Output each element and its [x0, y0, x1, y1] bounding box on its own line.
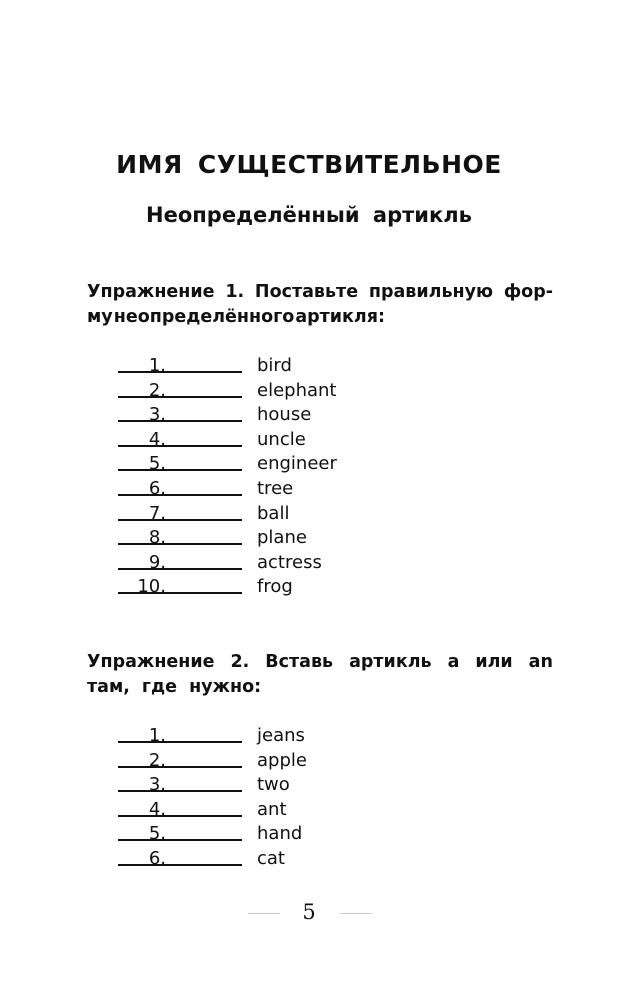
- item-number: 9.: [148, 551, 166, 573]
- item-number: 7.: [148, 502, 166, 524]
- list-item: [60, 575, 460, 600]
- answer-blank[interactable]: [118, 864, 242, 866]
- answer-blank[interactable]: [118, 519, 242, 521]
- item-word: tree: [257, 477, 294, 499]
- answer-blank[interactable]: [118, 420, 242, 422]
- instruction-word: где: [141, 677, 178, 697]
- exercise-1-list: [60, 354, 460, 600]
- item-word: cat: [257, 847, 285, 869]
- list-item: [60, 749, 460, 774]
- instruction-word: Упражнение: [87, 652, 215, 672]
- answer-blank[interactable]: [118, 445, 242, 447]
- exercise-2-instruction: [87, 650, 553, 700]
- exercise-1-instruction-line-2: [87, 305, 385, 330]
- list-item: [60, 354, 460, 379]
- item-number: 5.: [148, 453, 166, 475]
- answer-blank[interactable]: [118, 592, 242, 594]
- item-word: apple: [257, 749, 307, 771]
- instruction-word: 1.: [225, 282, 245, 302]
- item-number: 8.: [148, 527, 166, 549]
- answer-blank[interactable]: [118, 543, 242, 545]
- list-item: [60, 477, 460, 502]
- exercise-2-instruction-line-2: [87, 675, 553, 700]
- item-word: elephant: [257, 379, 337, 401]
- instruction-word: фор-: [503, 282, 553, 302]
- item-word: ball: [257, 502, 290, 524]
- answer-blank[interactable]: [118, 815, 242, 817]
- instruction-word: нужно:: [189, 677, 262, 697]
- exercise-2-instruction-line-1: [87, 650, 553, 675]
- item-word: jeans: [257, 725, 305, 746]
- item-number: 6.: [148, 477, 166, 499]
- answer-blank[interactable]: [118, 790, 242, 792]
- answer-blank[interactable]: [118, 766, 242, 768]
- list-item: [60, 798, 460, 823]
- item-number: 10.: [137, 576, 166, 598]
- answer-blank[interactable]: [118, 568, 242, 570]
- item-number: 2.: [148, 749, 166, 771]
- page-number: 5: [302, 900, 316, 924]
- item-number: 2.: [148, 379, 166, 401]
- item-number: 3.: [148, 774, 166, 796]
- list-item: [60, 724, 460, 749]
- item-word: frog: [257, 576, 293, 598]
- list-item: [60, 452, 460, 477]
- answer-blank[interactable]: [118, 469, 242, 471]
- instruction-word: a: [447, 652, 460, 672]
- item-number: 1.: [148, 355, 166, 376]
- item-word: uncle: [257, 428, 306, 450]
- list-item: [60, 379, 460, 404]
- instruction-word: или: [475, 652, 513, 672]
- instruction-word: правильную: [368, 282, 494, 302]
- footer-rule-right: [340, 913, 372, 914]
- item-word: two: [257, 774, 290, 796]
- answer-blank[interactable]: [118, 494, 242, 496]
- section-subtitle: Неопределённый артикль: [146, 203, 472, 227]
- answer-blank[interactable]: [118, 371, 242, 373]
- instruction-word: 2.: [230, 652, 250, 672]
- instruction-word: артикля:: [295, 307, 385, 327]
- item-word: bird: [257, 355, 292, 376]
- exercise-2-list: [60, 724, 460, 872]
- item-number: 1.: [148, 725, 166, 746]
- list-item: [60, 847, 460, 872]
- answer-blank[interactable]: [118, 839, 242, 841]
- exercise-1-instruction: [87, 280, 553, 330]
- instruction-word: му: [87, 307, 113, 327]
- chapter-title: ИМЯ СУЩЕСТВИТЕЛЬНОЕ: [116, 150, 502, 179]
- instruction-word: артикль: [349, 652, 432, 672]
- item-word: engineer: [257, 453, 337, 475]
- list-item: [60, 403, 460, 428]
- list-item: [60, 551, 460, 576]
- list-item: [60, 773, 460, 798]
- item-word: actress: [257, 551, 322, 573]
- list-item: [60, 822, 460, 847]
- instruction-word: неопределённого: [113, 307, 295, 327]
- instruction-word: там,: [87, 677, 130, 697]
- item-number: 4.: [148, 428, 166, 450]
- item-number: 6.: [148, 847, 166, 869]
- item-word: plane: [257, 527, 307, 549]
- instruction-word: Вставь: [265, 652, 334, 672]
- list-item: [60, 526, 460, 551]
- item-number: 4.: [148, 798, 166, 820]
- item-word: house: [257, 404, 312, 426]
- instruction-word: an: [528, 652, 553, 672]
- item-word: ant: [257, 798, 287, 820]
- answer-blank[interactable]: [118, 741, 242, 743]
- page-footer: [0, 898, 618, 928]
- item-number: 3.: [148, 404, 166, 426]
- list-item: [60, 428, 460, 453]
- instruction-word: Поставьте: [254, 282, 359, 302]
- instruction-word: Упражнение: [87, 282, 215, 302]
- list-item: [60, 502, 460, 527]
- item-word: hand: [257, 823, 303, 845]
- item-number: 5.: [148, 823, 166, 845]
- exercise-1-instruction-line-1: [87, 280, 553, 305]
- answer-blank[interactable]: [118, 396, 242, 398]
